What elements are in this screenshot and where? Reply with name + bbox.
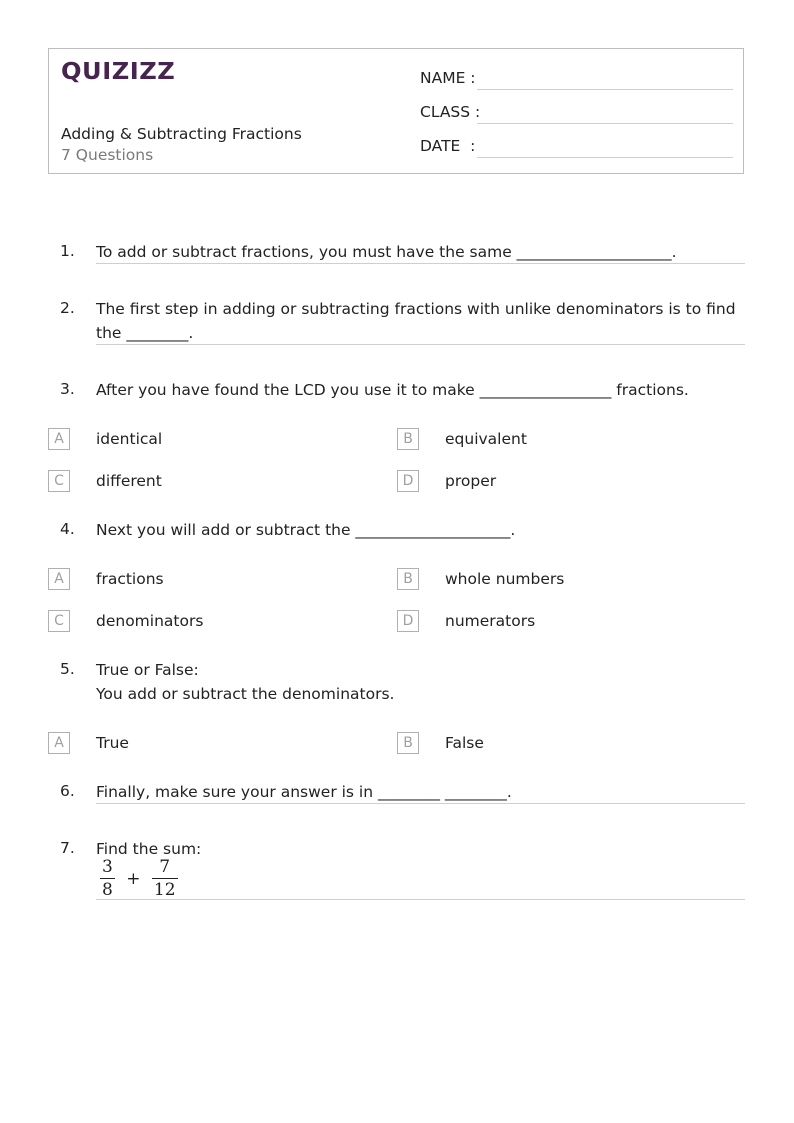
question-text: To add or subtract fractions, you must have the same ____________________. [96, 243, 677, 261]
option-letter-box: D [397, 610, 419, 632]
option-letter-box: D [397, 470, 419, 492]
option-letter-box: B [397, 568, 419, 590]
name-line [477, 89, 733, 90]
option-letter-box: A [48, 732, 70, 754]
question-number: 3. [60, 380, 75, 398]
option-text: whole numbers [445, 570, 565, 588]
option-letter-box: C [48, 470, 70, 492]
class-label: CLASS : [420, 103, 481, 121]
numerator: 3 [102, 857, 113, 877]
question-number: 5. [60, 660, 75, 678]
denominator: 12 [153, 880, 176, 900]
option-text: different [96, 472, 162, 490]
option-text: denominators [96, 612, 204, 630]
class-field[interactable] [420, 103, 480, 121]
date-label: DATE : [420, 137, 476, 155]
worksheet-title: Adding & Subtracting Fractions [61, 125, 302, 143]
question-count: 7 Questions [61, 146, 154, 164]
question-text: After you have found the LCD you use it to make _________________ fractions. [96, 381, 689, 399]
option-letter-box: C [48, 610, 70, 632]
answer-line[interactable] [96, 263, 745, 264]
fraction-1 [100, 856, 115, 901]
fraction-2 [152, 856, 178, 901]
question-text: Finally, make sure your answer is in ________ ________. [96, 783, 512, 801]
fraction-expression [100, 856, 178, 901]
question-number: 1. [60, 242, 75, 260]
worksheet-header [48, 48, 744, 174]
option-text: identical [96, 430, 163, 448]
option-letter-box: B [397, 732, 419, 754]
question-number: 2. [60, 299, 75, 317]
class-line [477, 123, 733, 124]
option-letter-box: B [397, 428, 419, 450]
date-field[interactable] [420, 137, 475, 155]
question-number: 6. [60, 782, 75, 800]
numerator: 7 [152, 856, 178, 879]
option-text: proper [445, 472, 497, 490]
option-letter-box: A [48, 428, 70, 450]
quizizz-logo: QUIZIZZ [61, 59, 176, 85]
answer-line[interactable] [96, 344, 745, 345]
option-text: False [445, 734, 484, 752]
option-text: True [96, 734, 129, 752]
question-text: Find the sum: [96, 840, 202, 858]
date-line [477, 157, 733, 158]
question-text-line-1: True or False: [96, 661, 199, 679]
option-text: numerators [445, 612, 536, 630]
option-text: equivalent [445, 430, 527, 448]
option-text: fractions [96, 570, 164, 588]
question-text: Next you will add or subtract the ____________________. [96, 521, 516, 539]
denominator: 8 [102, 880, 113, 900]
answer-line[interactable] [96, 803, 745, 804]
plus-operator: + [126, 868, 141, 889]
option-letter-box: A [48, 568, 70, 590]
question-text: The first step in adding or subtracting fractions with unlike denominators is to find the ________. [96, 300, 736, 342]
question-number: 7. [60, 839, 75, 857]
name-field[interactable] [420, 69, 476, 87]
answer-line[interactable] [96, 899, 745, 900]
name-label: NAME : [420, 69, 476, 87]
question-number: 4. [60, 520, 75, 538]
question-text-line-2: You add or subtract the denominators. [96, 685, 395, 703]
